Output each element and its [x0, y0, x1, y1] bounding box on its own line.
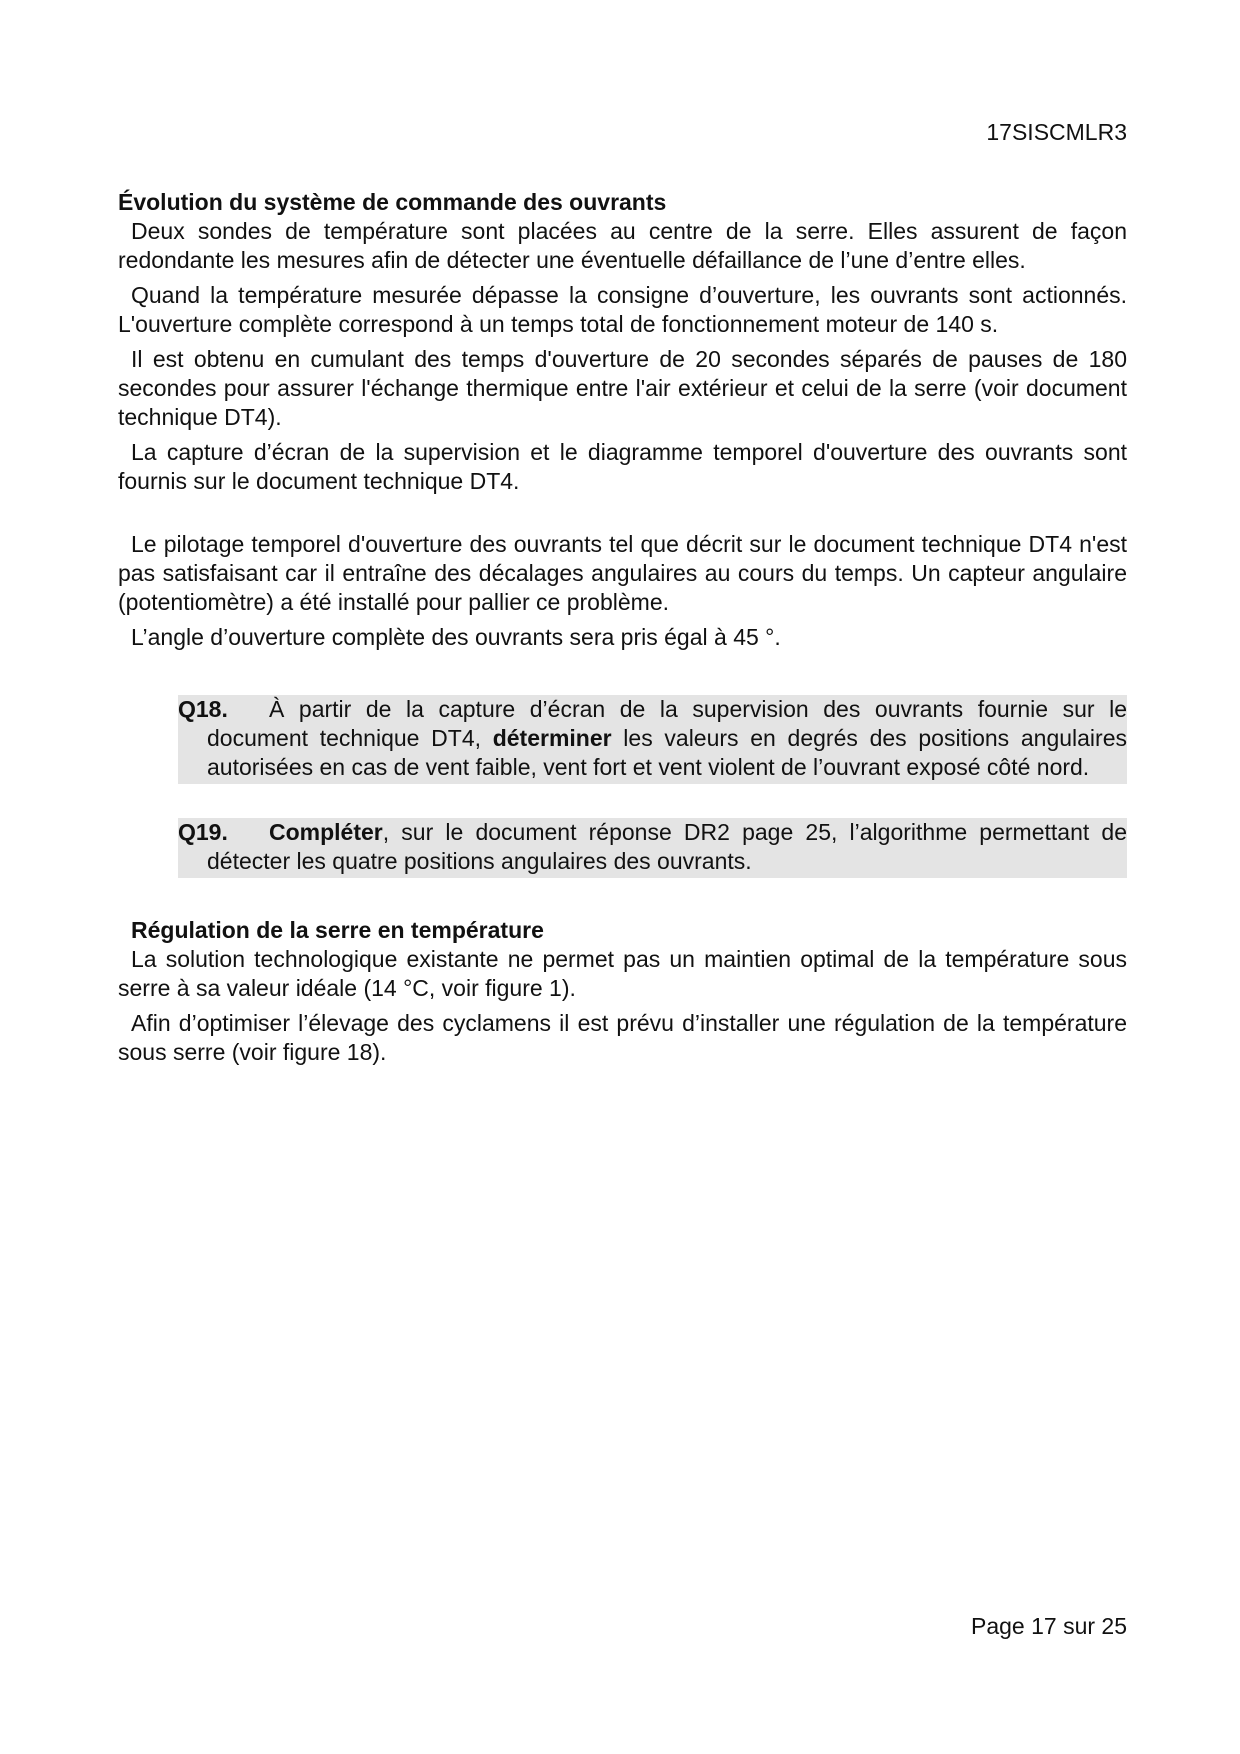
- paragraph-solution: La solution technologique existante ne permet pas un maintien optimal de la température sous serre à sa valeur idéale (14 °C, voir figure 1).: [118, 946, 1127, 1001]
- question-label: Q19.: [178, 819, 228, 845]
- paragraph-cumul: Il est obtenu en cumulant des temps d'ouverture de 20 secondes séparés de pauses de 180 secondes pour assurer l'échange thermique entre l'air extérieur et celui de la serre (voir document technique DT4).: [118, 346, 1127, 430]
- document-code: 17SISCMLR3: [986, 119, 1127, 145]
- question-q19: [178, 818, 1127, 878]
- paragraph-optimiser: Afin d’optimiser l’élevage des cyclamens il est prévu d’installer une régulation de la température sous serre (voir figure 18).: [118, 1010, 1127, 1065]
- question-text: les valeurs en degrés des positions angulaires autorisées en cas de vent faible, vent fort et vent violent de l’ouvrant exposé côté nord.: [207, 725, 1127, 780]
- question-text: À partir de la capture d’écran de la supervision des ouvrants fournie sur le document technique DT4,: [207, 696, 1127, 751]
- paragraph-angle: L’angle d’ouverture complète des ouvrants sera pris égal à 45 °.: [131, 624, 781, 650]
- section-title-ouvrants: Évolution du système de commande des ouvrants: [118, 189, 667, 215]
- paragraph-sondes: Deux sondes de température sont placées au centre de la serre. Elles assurent de façon redondante les mesures afin de détecter une éventuelle défaillance de l’une d’entre elles.: [118, 218, 1127, 273]
- page-number: Page 17 sur 25: [970, 1613, 1127, 1639]
- page-content: [118, 188, 1127, 1073]
- paragraph-pilotage: Le pilotage temporel d'ouverture des ouvrants tel que décrit sur le document technique DT4 n'est pas satisfaisant car il entraîne des décalages angulaires au cours du temps. Un capteur angulaire (potentiomètre) a été installé pour pallier ce problème.: [118, 531, 1127, 615]
- question-verb: déterminer: [492, 725, 612, 751]
- question-verb: Compléter: [269, 819, 383, 845]
- paragraph-consigne: Quand la température mesurée dépasse la consigne d’ouverture, les ouvrants sont actionnés. L'ouverture complète correspond à un temps total de fonctionnement moteur de 140 s.: [118, 282, 1127, 337]
- question-q18: [178, 695, 1127, 784]
- question-text: , sur le document réponse DR2 page 25, l’algorithme permettant de détecter les quatre positions angulaires des ouvrants.: [207, 819, 1127, 874]
- section-title-regulation: Régulation de la serre en température: [131, 917, 544, 943]
- paragraph-capture: La capture d’écran de la supervision et le diagramme temporel d'ouverture des ouvrants sont fournis sur le document technique DT4.: [118, 439, 1127, 494]
- question-label: Q18.: [178, 696, 228, 722]
